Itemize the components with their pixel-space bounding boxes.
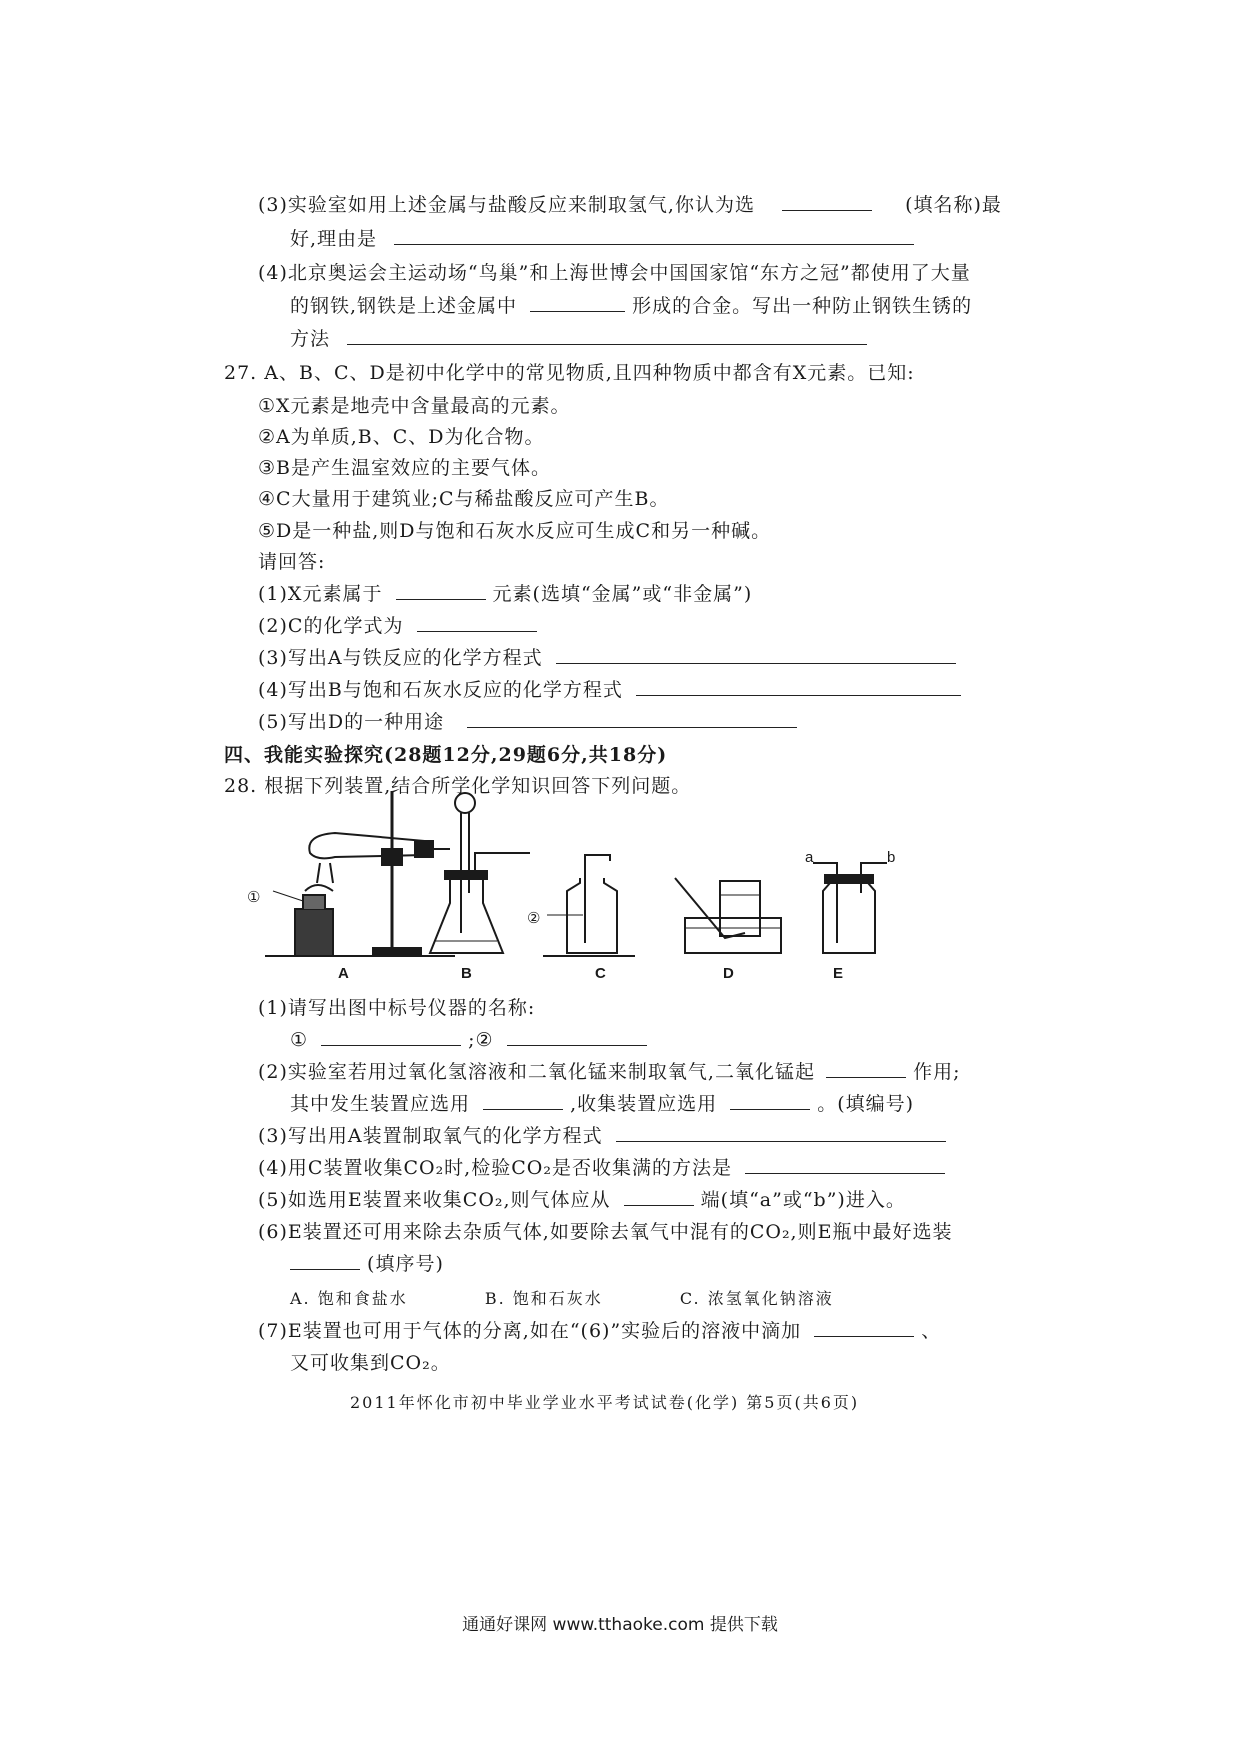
blank[interactable]	[636, 677, 961, 696]
q28-s5-text: (5)如选用E装置来收集CO₂,则气体应从	[258, 1189, 611, 1211]
label-b: B	[461, 965, 472, 982]
blank[interactable]	[417, 613, 537, 632]
q26-p4-text-b: 的钢铁,钢铁是上述金属中	[290, 295, 518, 317]
q27-a2-text: (2)C的化学式为	[258, 615, 404, 637]
q28-s6-text-b: (填序号)	[367, 1253, 444, 1275]
label-e: E	[833, 965, 844, 982]
blank[interactable]	[826, 1059, 906, 1078]
apparatus-c	[543, 855, 635, 956]
q28-s1-blanks	[290, 1027, 647, 1053]
q28-s5	[258, 1187, 906, 1213]
blank[interactable]	[782, 192, 872, 211]
q27-answer-5	[258, 709, 797, 735]
q27-condition-2: ②A为单质,B、C、D为化合物。	[258, 426, 545, 448]
q28-s7-line1	[258, 1318, 941, 1344]
q26-p3-line1	[258, 192, 1002, 218]
q28-s2-line1	[258, 1059, 960, 1085]
q27-a3-text: (3)写出A与铁反应的化学方程式	[258, 647, 543, 669]
q26-p3-reason-label: 好,理由是	[290, 228, 378, 250]
q28-s3-text: (3)写出用A装置制取氧气的化学方程式	[258, 1125, 603, 1147]
label-a: A	[338, 965, 349, 982]
q28-s1-mark2: ;②	[468, 1029, 494, 1051]
apparatus-diagram	[247, 783, 1045, 983]
q28-s2-text-e: 。(填编号)	[817, 1093, 915, 1115]
q26-p4-line1	[258, 260, 971, 286]
section-4-heading: 四、我能实验探究(28题12分,29题6分,共18分)	[224, 744, 668, 766]
q28-s6-line2	[290, 1251, 444, 1277]
q28-s7-line2: 又可收集到CO₂。	[290, 1352, 451, 1374]
q28-s4-text: (4)用C装置收集CO₂时,检验CO₂是否收集满的方法是	[258, 1157, 732, 1179]
q26-p3-line2	[290, 226, 914, 252]
q26-p4-line3	[290, 326, 867, 352]
q26-p4-line2	[290, 293, 972, 319]
q28-stem: 28. 根据下列装置,结合所学化学知识回答下列问题。	[224, 775, 692, 797]
page-footer: 2011年怀化市初中毕业学业水平考试试卷(化学) 第5页(共6页)	[350, 1393, 860, 1412]
q28-s6-line1: (6)E装置还可用来除去杂质气体,如要除去氧气中混有的CO₂,则E瓶中最好选装	[258, 1221, 953, 1243]
q27-condition-5: ⑤D是一种盐,则D与饱和石灰水反应可生成C和另一种碱。	[258, 520, 772, 542]
q28-s7-text-b: 、	[921, 1320, 942, 1342]
q28-s2-text: (2)实验室若用过氧化氢溶液和二氧化锰来制取氧气,二氧化锰起	[258, 1061, 815, 1083]
blank[interactable]	[467, 709, 797, 728]
blank[interactable]	[394, 226, 914, 245]
blank[interactable]	[624, 1187, 694, 1206]
option-a: A. 饱和食盐水	[290, 1289, 408, 1308]
q26-p3-text-b: (填名称)最	[905, 194, 1002, 216]
q27-answer-1	[258, 581, 752, 607]
q28-s2-text-b: 作用;	[913, 1061, 961, 1083]
apparatus-e	[813, 863, 887, 953]
q28-s6-options	[290, 1286, 834, 1312]
q26-p4-text: (4)北京奥运会主运动场“鸟巢”和上海世博会中国国家馆“东方之冠”都使用了大量	[258, 262, 971, 284]
blank[interactable]	[556, 645, 956, 664]
blank[interactable]	[507, 1027, 647, 1046]
blank[interactable]	[616, 1123, 946, 1142]
q27-ask: 请回答:	[258, 551, 326, 573]
q27-a1-text-b: 元素(选填“金属”或“非金属”)	[492, 583, 753, 605]
q26-p4-text-c: 形成的合金。写出一种防止钢铁生锈的	[632, 295, 973, 317]
q27-answer-3	[258, 645, 956, 671]
label-d: D	[723, 965, 734, 982]
q26-p4-method-label: 方法	[290, 328, 331, 350]
q28-s1-mark1: ①	[290, 1029, 309, 1051]
blank[interactable]	[530, 293, 625, 312]
apparatus-b	[430, 793, 530, 953]
q27-a5-text: (5)写出D的一种用途	[258, 711, 445, 733]
blank[interactable]	[730, 1091, 810, 1110]
q28-s1: (1)请写出图中标号仪器的名称:	[258, 997, 536, 1019]
download-watermark: 通通好课网 www.tthaoke.com 提供下载	[462, 1615, 778, 1635]
mark-1: ①	[247, 889, 261, 906]
apparatus-svg	[265, 783, 1045, 983]
option-c: C. 浓氢氧化钠溶液	[679, 1289, 834, 1308]
blank[interactable]	[483, 1091, 563, 1110]
q28-s2-line2	[290, 1091, 914, 1117]
blank[interactable]	[745, 1155, 945, 1174]
blank[interactable]	[290, 1251, 360, 1270]
port-a-label: a	[805, 849, 814, 866]
blank[interactable]	[396, 581, 486, 600]
q27-condition-1: ①X元素是地壳中含量最高的元素。	[258, 395, 571, 417]
q27-condition-4: ④C大量用于建筑业;C与稀盐酸反应可产生B。	[258, 488, 670, 510]
q26-p3-text: (3)实验室如用上述金属与盐酸反应来制取氢气,你认为选	[258, 194, 755, 216]
label-c: C	[595, 965, 606, 982]
blank[interactable]	[814, 1318, 914, 1337]
mark-2: ②	[527, 910, 541, 927]
q27-stem: 27. A、B、C、D是初中化学中的常见物质,且四种物质中都含有X元素。已知:	[224, 362, 915, 384]
q28-s7-text: (7)E装置也可用于气体的分离,如在“(6)”实验后的溶液中滴加	[258, 1320, 802, 1342]
option-b: B. 饱和石灰水	[484, 1289, 603, 1308]
apparatus-d	[675, 878, 781, 953]
q27-a1-text: (1)X元素属于	[258, 583, 383, 605]
port-b-label: b	[887, 849, 896, 866]
q28-s3	[258, 1123, 946, 1149]
q27-answer-4	[258, 677, 961, 703]
apparatus-a	[265, 791, 455, 956]
q27-a4-text: (4)写出B与饱和石灰水反应的化学方程式	[258, 679, 623, 701]
q27-answer-2	[258, 613, 537, 639]
q28-s2-text-d: ,收集装置应选用	[570, 1093, 718, 1115]
q28-s5-text-b: 端(填“a”或“b”)进入。	[700, 1189, 906, 1211]
q27-condition-3: ③B是产生温室效应的主要气体。	[258, 457, 551, 479]
q28-s2-text-c: 其中发生装置应选用	[290, 1093, 471, 1115]
blank[interactable]	[347, 326, 867, 345]
blank[interactable]	[321, 1027, 461, 1046]
q28-s4	[258, 1155, 945, 1181]
